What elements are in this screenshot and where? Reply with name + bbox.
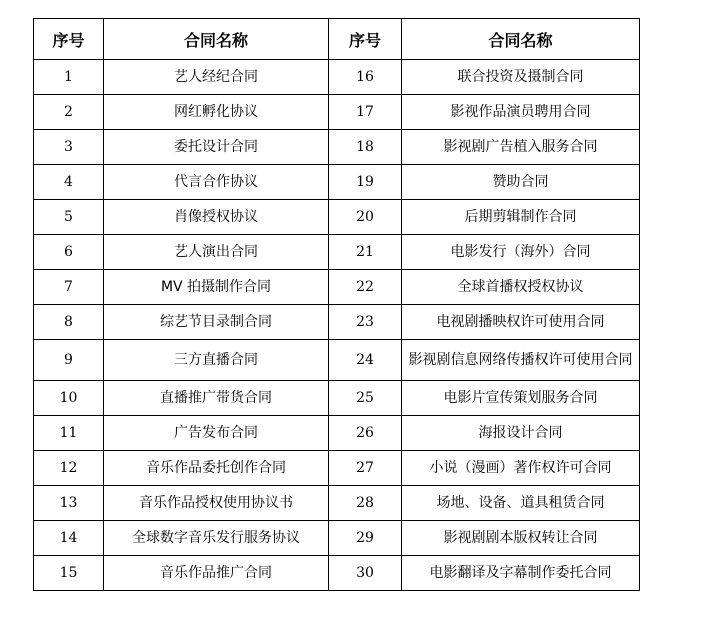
row-number-left: 5 <box>34 200 104 235</box>
header-contract-name-right: 合同名称 <box>402 19 640 60</box>
row-number-left: 14 <box>34 521 104 556</box>
contract-name-right: 电影翻译及字幕制作委托合同 <box>402 556 640 591</box>
contract-table <box>33 18 640 591</box>
row-number-right: 22 <box>329 270 402 305</box>
contract-name-left: 音乐作品授权使用协议书 <box>104 486 329 521</box>
row-number-right: 20 <box>329 200 402 235</box>
row-number-left: 9 <box>34 340 104 381</box>
table-row <box>34 521 640 556</box>
row-number-left: 10 <box>34 381 104 416</box>
row-number-left: 11 <box>34 416 104 451</box>
contract-name-right: 赞助合同 <box>402 165 640 200</box>
contract-name-right: 后期剪辑制作合同 <box>402 200 640 235</box>
contract-name-right: 电影片宣传策划服务合同 <box>402 381 640 416</box>
contract-name-right: 海报设计合同 <box>402 416 640 451</box>
contract-name-right: 影视剧广告植入服务合同 <box>402 130 640 165</box>
contract-name-right: 全球首播权授权协议 <box>402 270 640 305</box>
table-row <box>34 95 640 130</box>
table-row <box>34 381 640 416</box>
row-number-left: 15 <box>34 556 104 591</box>
row-number-right: 25 <box>329 381 402 416</box>
header-contract-name-left: 合同名称 <box>104 19 329 60</box>
table-row <box>34 340 640 381</box>
contract-name-right: 影视作品演员聘用合同 <box>402 95 640 130</box>
contract-name-right: 电视剧播映权许可使用合同 <box>402 305 640 340</box>
table-row <box>34 235 640 270</box>
contract-name-left: 综艺节目录制合同 <box>104 305 329 340</box>
contract-name-right: 影视剧剧本版权转让合同 <box>402 521 640 556</box>
contract-name-left: 艺人演出合同 <box>104 235 329 270</box>
contract-name-left: 网红孵化协议 <box>104 95 329 130</box>
contract-name-left: MV 拍摄制作合同 <box>104 270 329 305</box>
row-number-right: 19 <box>329 165 402 200</box>
row-number-right: 30 <box>329 556 402 591</box>
contract-name-right: 电影发行（海外）合同 <box>402 235 640 270</box>
row-number-left: 6 <box>34 235 104 270</box>
table-row <box>34 486 640 521</box>
contract-name-left: 全球数字音乐发行服务协议 <box>104 521 329 556</box>
row-number-left: 8 <box>34 305 104 340</box>
contract-name-left: 三方直播合同 <box>104 340 329 381</box>
row-number-right: 27 <box>329 451 402 486</box>
table-row <box>34 130 640 165</box>
header-number-left: 序号 <box>34 19 104 60</box>
row-number-right: 21 <box>329 235 402 270</box>
contract-name-right: 小说（漫画）著作权许可合同 <box>402 451 640 486</box>
table-row <box>34 451 640 486</box>
header-number-right: 序号 <box>329 19 402 60</box>
table-row <box>34 165 640 200</box>
row-number-left: 2 <box>34 95 104 130</box>
row-number-left: 1 <box>34 60 104 95</box>
row-number-left: 3 <box>34 130 104 165</box>
row-number-right: 28 <box>329 486 402 521</box>
table-header-row <box>34 19 640 60</box>
table-row <box>34 305 640 340</box>
row-number-left: 4 <box>34 165 104 200</box>
contract-name-left: 广告发布合同 <box>104 416 329 451</box>
contract-name-right: 场地、设备、道具租赁合同 <box>402 486 640 521</box>
table-row <box>34 200 640 235</box>
contract-name-left: 委托设计合同 <box>104 130 329 165</box>
row-number-right: 23 <box>329 305 402 340</box>
row-number-right: 16 <box>329 60 402 95</box>
row-number-left: 12 <box>34 451 104 486</box>
row-number-right: 26 <box>329 416 402 451</box>
contract-name-left: 音乐作品推广合同 <box>104 556 329 591</box>
contract-name-left: 艺人经纪合同 <box>104 60 329 95</box>
row-number-right: 18 <box>329 130 402 165</box>
table-row <box>34 556 640 591</box>
contract-name-left: 直播推广带货合同 <box>104 381 329 416</box>
table-row <box>34 60 640 95</box>
contract-name-left: 代言合作协议 <box>104 165 329 200</box>
table-row <box>34 416 640 451</box>
contract-name-left: 肖像授权协议 <box>104 200 329 235</box>
row-number-right: 29 <box>329 521 402 556</box>
row-number-left: 13 <box>34 486 104 521</box>
contract-name-right: 联合投资及摄制合同 <box>402 60 640 95</box>
row-number-right: 17 <box>329 95 402 130</box>
row-number-right: 24 <box>329 340 402 381</box>
contract-name-left: 音乐作品委托创作合同 <box>104 451 329 486</box>
contract-name-right: 影视剧信息网络传播权许可使用合同 <box>402 340 640 381</box>
table-row <box>34 270 640 305</box>
row-number-left: 7 <box>34 270 104 305</box>
